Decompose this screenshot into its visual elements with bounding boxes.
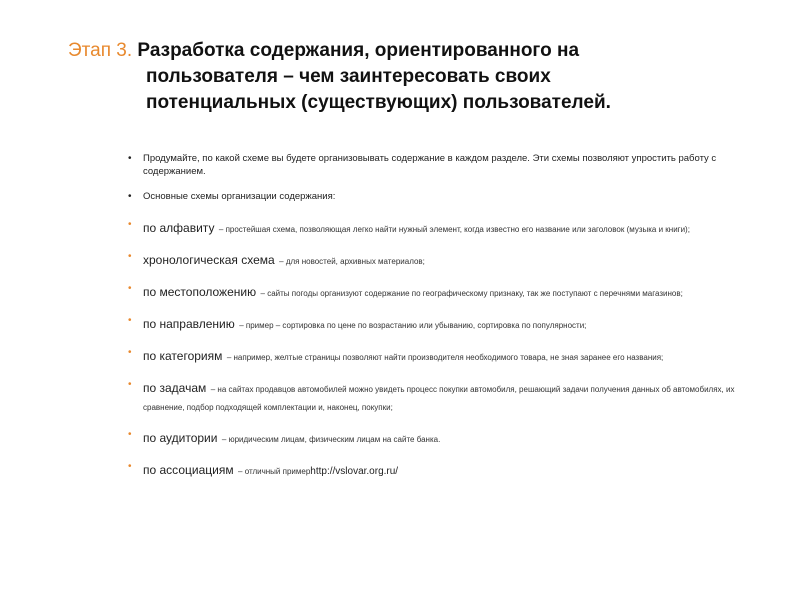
bullet-dot-icon: • <box>128 379 132 390</box>
scheme-desc: – сайты погоды организуют содержание по географическому признаку, так же поступают с перечнями магазинов; <box>260 289 683 298</box>
title-line-1 <box>68 38 758 64</box>
scheme-item <box>128 429 768 447</box>
title-line-3: потенциальных (существующих) пользователей. <box>146 92 611 113</box>
bullet-dot-icon: • <box>128 461 132 472</box>
bullet-dot-icon: • <box>128 283 132 294</box>
scheme-term: по задачам <box>143 381 207 395</box>
bullet-dot-icon: • <box>128 153 132 164</box>
scheme-item <box>128 379 768 415</box>
scheme-term: по алфавиту <box>143 221 215 235</box>
scheme-desc: – простейшая схема, позволяющая легко найти нужный элемент, когда известно его название или заголовок (музыка и книги); <box>218 225 690 234</box>
scheme-item <box>128 461 768 479</box>
bullet-dot-icon: • <box>128 315 132 326</box>
intro-bullet-text: Продумайте, по какой схеме вы будете организовывать содержание в каждом разделе. Эти схемы позволяют упростить работу с содержанием. <box>143 153 717 177</box>
title-text-1: Разработка содержания, ориентированного на <box>137 40 580 61</box>
bullet-dot-icon: • <box>128 219 132 230</box>
title-line-2: пользователя – чем заинтересовать своих <box>146 66 551 87</box>
bullet-dot-icon: • <box>128 429 132 440</box>
bullet-dot-icon: • <box>128 347 132 358</box>
intro-bullet-text: Основные схемы организации содержания: <box>143 191 336 202</box>
scheme-item <box>128 283 768 301</box>
scheme-term: по направлению <box>143 317 235 331</box>
scheme-desc: – для новостей, архивных материалов; <box>279 257 425 266</box>
bullet-dot-icon: • <box>128 251 132 262</box>
intro-bullet <box>128 190 768 203</box>
scheme-term: по категориям <box>143 349 223 363</box>
bullet-list <box>128 152 768 479</box>
scheme-desc: – юридическим лицам, физическим лицам на сайте банка. <box>221 435 441 444</box>
scheme-item <box>128 347 768 365</box>
bullet-dot-icon: • <box>128 191 132 202</box>
scheme-desc: – отличный пример <box>238 467 311 476</box>
scheme-term: по местоположению <box>143 285 257 299</box>
scheme-desc: – например, желтые страницы позволяют найти производителя необходимого товара, не зная заранее его названия; <box>226 353 664 362</box>
intro-bullet <box>128 152 768 178</box>
scheme-item <box>128 251 768 269</box>
title-prefix: Этап 3. <box>68 40 133 61</box>
scheme-item <box>128 219 768 237</box>
scheme-term: по ассоциациям <box>143 463 234 477</box>
slide-title <box>68 38 758 116</box>
scheme-term: хронологическая схема <box>143 253 275 267</box>
scheme-desc: – на сайтах продавцов автомобилей можно увидеть процесс покупки автомобиля, решающий задачи получения данных об автомобилях, их сравнение, подбор подходящей комплектации и, наконец, покупки; <box>143 385 735 412</box>
association-link[interactable]: http://vslovar.org.ru/ <box>310 466 399 477</box>
scheme-item <box>128 315 768 333</box>
scheme-term: по аудитории <box>143 431 218 445</box>
scheme-desc: – пример – сортировка по цене по возрастанию или убыванию, сортировка по популярности; <box>239 321 587 330</box>
